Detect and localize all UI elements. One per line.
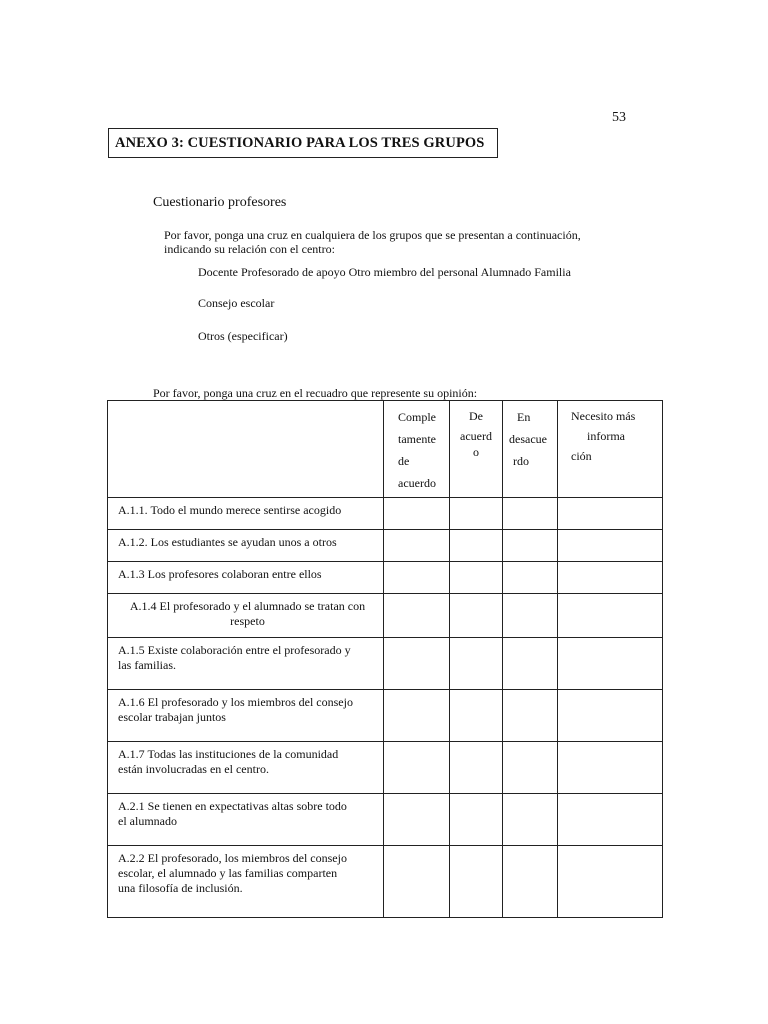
statement-line: A.1.1. Todo el mundo merece sentirse acogido: [118, 503, 342, 517]
statement-line: están involucradas en el centro.: [118, 762, 269, 776]
header-disagree: [503, 401, 558, 498]
statement-line: A.2.1 Se tienen en expectativas altas sobre todo: [118, 799, 347, 813]
header-line: de: [398, 454, 410, 468]
checkbox-agree[interactable]: [450, 594, 503, 638]
checkbox-need-more-info[interactable]: [558, 690, 663, 742]
checkbox-agree[interactable]: [450, 794, 503, 846]
checkbox-disagree[interactable]: [503, 742, 558, 794]
group-option-consejo: Consejo escolar: [198, 296, 275, 310]
statement-line: A.1.2. Los estudiantes se ayudan unos a otros: [118, 535, 337, 549]
header-line: tamente: [398, 432, 436, 446]
questionnaire-table: [107, 400, 663, 918]
statement-line: A.1.4 El profesorado y el alumnado se tratan con: [129, 599, 366, 613]
intro-text: [164, 228, 609, 256]
checkbox-need-more-info[interactable]: [558, 794, 663, 846]
header-line: desacue: [509, 432, 547, 446]
header-line: De: [469, 409, 483, 423]
table-body: [108, 498, 663, 918]
item-statement: [108, 498, 384, 530]
table-header-row: [108, 401, 663, 498]
checkbox-disagree[interactable]: [503, 690, 558, 742]
statement-line: escolar trabajan juntos: [118, 710, 226, 724]
checkbox-disagree[interactable]: [503, 562, 558, 594]
checkbox-need-more-info[interactable]: [558, 742, 663, 794]
checkbox-need-more-info[interactable]: [558, 498, 663, 530]
statement-line: escolar, el alumnado y las familias comparten: [118, 866, 338, 880]
header-agree: [450, 401, 503, 498]
checkbox-disagree[interactable]: [503, 638, 558, 690]
annex-title: ANEXO 3: CUESTIONARIO PARA LOS TRES GRUPOS: [108, 128, 498, 158]
intro-line-2: indicando su relación con el centro:: [164, 242, 335, 256]
table-row: [108, 530, 663, 562]
statement-line: A.1.7 Todas las instituciones de la comunidad: [118, 747, 339, 761]
table-row: [108, 794, 663, 846]
checkbox-agree[interactable]: [450, 530, 503, 562]
checkbox-disagree[interactable]: [503, 794, 558, 846]
checkbox-completely-agree[interactable]: [384, 794, 450, 846]
table-row: [108, 638, 663, 690]
header-line: rdo: [513, 454, 529, 468]
checkbox-agree[interactable]: [450, 690, 503, 742]
item-statement: [108, 794, 384, 846]
header-line: o: [473, 445, 479, 459]
header-line: Comple: [398, 410, 436, 424]
questionnaire-subtitle: Cuestionario profesores: [153, 195, 287, 210]
table-row: [108, 846, 663, 918]
checkbox-completely-agree[interactable]: [384, 562, 450, 594]
statement-line: A.1.3 Los profesores colaboran entre ellos: [118, 567, 322, 581]
checkbox-need-more-info[interactable]: [558, 846, 663, 918]
checkbox-agree[interactable]: [450, 638, 503, 690]
group-option-otros: Otros (especificar): [198, 329, 288, 343]
item-statement: [108, 742, 384, 794]
checkbox-disagree[interactable]: [503, 498, 558, 530]
header-line: ción: [571, 449, 592, 463]
checkbox-disagree[interactable]: [503, 594, 558, 638]
header-line: acuerd: [460, 429, 492, 443]
page-number: 53: [612, 110, 626, 125]
header-line: informa: [587, 429, 625, 443]
header-line: Necesito más: [571, 409, 636, 423]
checkbox-completely-agree[interactable]: [384, 638, 450, 690]
table-row: [108, 562, 663, 594]
statement-line: A.1.5 Existe colaboración entre el profesorado y: [118, 643, 351, 657]
table-row: [108, 594, 663, 638]
table-row: [108, 690, 663, 742]
checkbox-disagree[interactable]: [503, 846, 558, 918]
checkbox-completely-agree[interactable]: [384, 690, 450, 742]
table-row: [108, 498, 663, 530]
statement-line: A.2.2 El profesorado, los miembros del consejo: [118, 851, 347, 865]
statement-line: el alumnado: [118, 814, 177, 828]
item-statement: [108, 690, 384, 742]
header-completely-agree: [384, 401, 450, 498]
intro-line-1: Por favor, ponga una cruz en cualquiera de los grupos que se presentan a continuación,: [164, 228, 581, 242]
statement-line: respeto: [230, 614, 265, 628]
header-line: acuerdo: [398, 476, 436, 490]
checkbox-agree[interactable]: [450, 498, 503, 530]
item-statement: [108, 638, 384, 690]
checkbox-completely-agree[interactable]: [384, 498, 450, 530]
opinion-instruction: Por favor, ponga una cruz en el recuadro que represente su opinión:: [153, 386, 478, 400]
checkbox-completely-agree[interactable]: [384, 846, 450, 918]
item-statement: [108, 562, 384, 594]
checkbox-agree[interactable]: [450, 742, 503, 794]
checkbox-need-more-info[interactable]: [558, 530, 663, 562]
group-options: Docente Profesorado de apoyo Otro miembro del personal Alumnado Familia: [198, 265, 571, 279]
checkbox-disagree[interactable]: [503, 530, 558, 562]
header-need-more-info: [558, 401, 663, 498]
table-row: [108, 742, 663, 794]
checkbox-completely-agree[interactable]: [384, 594, 450, 638]
statement-line: las familias.: [118, 658, 176, 672]
checkbox-need-more-info[interactable]: [558, 562, 663, 594]
item-statement: [108, 530, 384, 562]
checkbox-completely-agree[interactable]: [384, 742, 450, 794]
checkbox-need-more-info[interactable]: [558, 594, 663, 638]
header-item-cell: [108, 401, 384, 498]
checkbox-need-more-info[interactable]: [558, 638, 663, 690]
checkbox-completely-agree[interactable]: [384, 530, 450, 562]
checkbox-agree[interactable]: [450, 562, 503, 594]
item-statement: [108, 846, 384, 918]
checkbox-agree[interactable]: [450, 846, 503, 918]
statement-line: A.1.6 El profesorado y los miembros del consejo: [118, 695, 353, 709]
statement-line: una filosofía de inclusión.: [118, 881, 243, 895]
item-statement: [108, 594, 384, 638]
header-line: En: [517, 410, 531, 424]
